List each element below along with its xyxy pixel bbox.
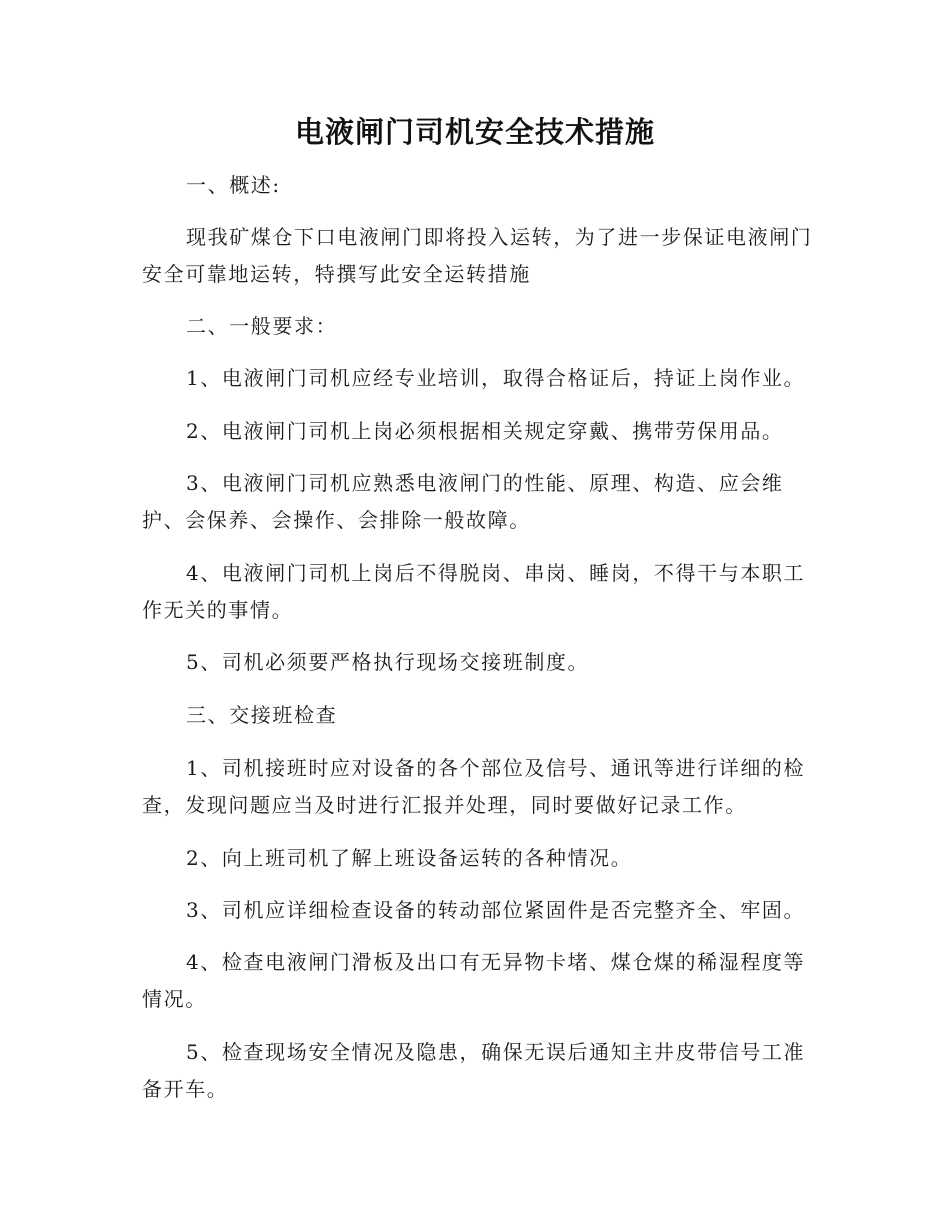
section-heading-general-requirements: 二、一般要求： [186, 314, 338, 338]
paragraph-requirement-5: 5、司机必须要严格执行现场交接班制度。 [186, 650, 590, 674]
document-title: 电液闸门司机安全技术措施 [294, 115, 655, 149]
paragraph-requirement-3: 3、电液闸门司机应熟悉电液闸门的性能、原理、构造、应会维护、会保养、会操作、会排除一般故障。 [142, 471, 784, 532]
paragraph-check-4: 4、检查电液闸门滑板及出口有无异物卡堵、煤仓煤的稀湿程度等情况。 [142, 950, 806, 1011]
paragraph-intro: 现我矿煤仓下口电液闸门即将投入运转，为了进一步保证电液闸门安全可靠地运转，特撰写此安全运转措施 [142, 225, 813, 286]
paragraph-check-5: 5、检查现场安全情况及隐患，确保无误后通知主井皮带信号工准备开车。 [142, 1040, 806, 1101]
paragraph-check-1: 1、司机接班时应对设备的各个部位及信号、通讯等进行详细的检查，发现问题应当及时进行汇报并处理，同时要做好记录工作。 [142, 756, 806, 817]
paragraph-check-3: 3、司机应详细检查设备的转动部位紧固件是否完整齐全、牢固。 [186, 898, 806, 922]
paragraph-requirement-2: 2、电液闸门司机上岗必须根据相关规定穿戴、携带劳保用品。 [186, 419, 784, 443]
paragraph-requirement-1: 1、电液闸门司机应经专业培训，取得合格证后，持证上岗作业。 [186, 366, 806, 390]
paragraph-requirement-4: 4、电液闸门司机上岗后不得脱岗、串岗、睡岗，不得干与本职工作无关的事情。 [142, 561, 806, 622]
section-heading-shift-handover: 三、交接班检查 [186, 703, 338, 727]
paragraph-check-2: 2、向上班司机了解上班设备运转的各种情况。 [186, 846, 633, 870]
section-heading-overview: 一、概述: [186, 173, 281, 197]
